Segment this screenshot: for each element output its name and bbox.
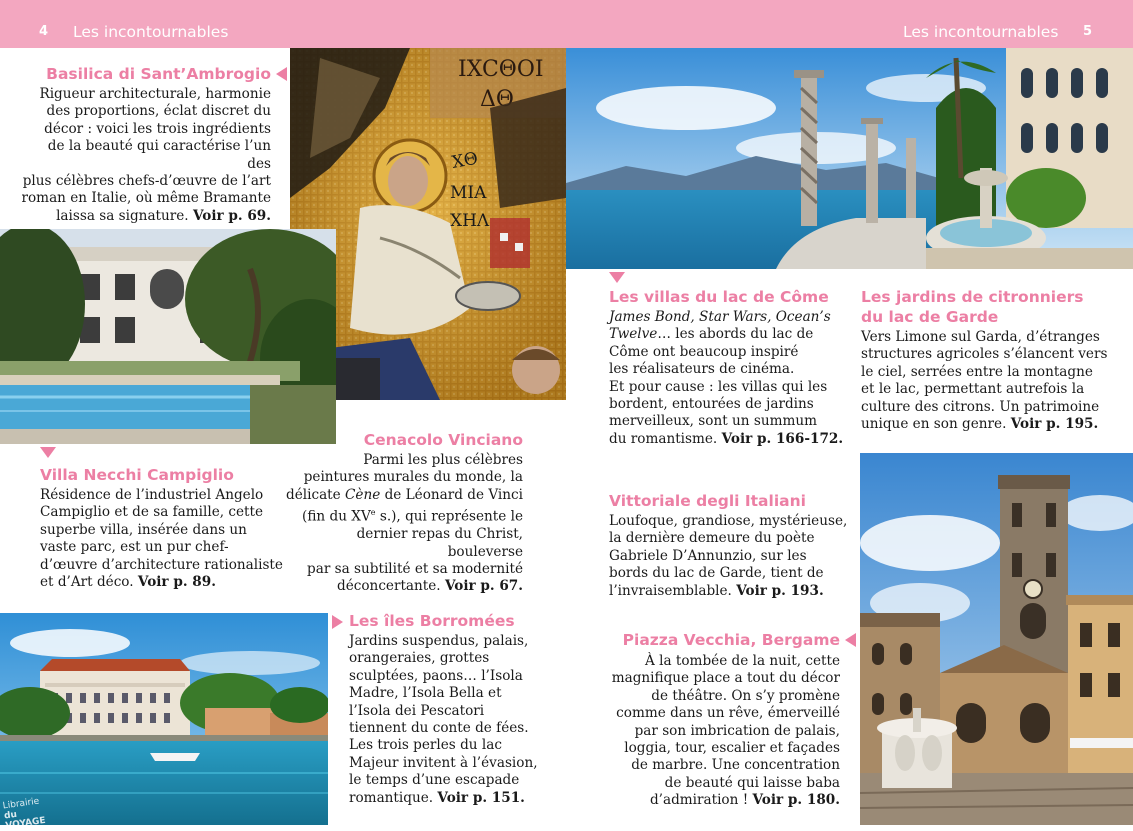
borromees-text: Jardins suspendus, palais, orangeraies, grottes sculptées, paons… l’Isola Madre, l’Isola Bella et l’Isola dei Pescatori tiennent du conte de fées. Les trois perles du lac Majeur invitent à l’évasion, le temps d’une escapade romantique. Voir p. 151. — [349, 633, 538, 806]
vittoriale-title: Vittoriale degli Italiani — [609, 492, 806, 510]
cenacolo-text: Parmi les plus célèbres peintures murales du monde, la délicate Cène de Léonard de Vinci (fin du XVe s.), qui représente le dernier repas du Christ, bouleverse par sa subtilité et sa modernité déconcertante. Voir p. 67. — [286, 452, 523, 595]
garde-text: Vers Limone sul Garda, d’étranges structures agricoles s’élancent vers le ciel, serrées entre la montagne et le lac, permettant autrefois la culture des citrons. Un patrimoine unique en son genre. Voir p. 195. — [861, 329, 1108, 433]
necchi-title: Villa Necchi Campiglio — [40, 466, 234, 484]
come-page-ref: Voir p. 166-172. — [721, 430, 844, 447]
pointer-down-icon — [609, 272, 625, 283]
lac-de-come-photo — [566, 48, 1133, 269]
necchi-text: Résidence de l’industriel Angelo Campiglio et de sa famille, cette superbe villa, insérée dans un vaste parc, est un pur chef- d’œuvre d’architecture rationaliste et d’Art déco. Voir p. 89. — [40, 487, 283, 591]
garde-page-ref: Voir p. 195. — [1010, 416, 1099, 433]
svg-text:ΜΙΑ: ΜΙΑ — [450, 183, 487, 203]
left-running-title: Les incontournables — [73, 23, 229, 41]
svg-text:IXCΘΟΙ: IXCΘΟΙ — [458, 57, 544, 82]
cenacolo-title: Cenacolo Vinciano — [363, 431, 523, 449]
come-title: Les villas du lac de Côme — [609, 288, 829, 306]
svg-text:ΧΘ: ΧΘ — [450, 148, 480, 173]
svg-text:ΔΘ: ΔΘ — [480, 87, 514, 112]
ambrogio-title: Basilica di Sant’Ambrogio — [46, 65, 271, 83]
villa-necchi-photo — [0, 229, 336, 444]
piazza-vecchia-photo — [860, 453, 1133, 825]
pointer-down-icon — [40, 447, 56, 458]
right-running-title: Les incontournables — [903, 23, 1059, 41]
right-page-number: 5 — [1083, 24, 1093, 39]
svg-text:ΧΗΛ: ΧΗΛ — [450, 211, 490, 231]
bergame-title: Piazza Vecchia, Bergame — [622, 631, 840, 649]
borromees-title: Les îles Borromées — [349, 612, 515, 630]
pointer-left-icon — [276, 67, 287, 81]
pointer-left-icon — [845, 633, 856, 647]
bergame-text: À la tombée de la nuit, cette magnifique place a tout du décor de théâtre. On s’y promène comme dans un rêve, émerveillé par son imbrication de palais, loggia, tour, escalier et façades de marbre. Une concentration de beauté qui laisse baba d’admiration ! Voir p. 180. — [611, 653, 840, 809]
ambrogio-page-ref: Voir p. 69. — [192, 207, 271, 224]
borromees-page-ref: Voir p. 151. — [437, 789, 525, 806]
necchi-page-ref: Voir p. 89. — [137, 574, 216, 591]
bergame-page-ref: Voir p. 180. — [752, 792, 840, 809]
watermark-logo: Librairie du VOYAGE — [2, 796, 47, 831]
vittoriale-page-ref: Voir p. 193. — [736, 582, 824, 599]
left-page-number: 4 — [39, 24, 49, 39]
garde-title: Les jardins de citronniers du lac de Garde — [861, 288, 1084, 326]
come-text: James Bond, Star Wars, Ocean’s Twelve… les abords du lac de Côme ont beaucoup inspiré les réalisateurs de cinéma. Et pour cause : les villas qui les bordent, entourées de jardins merveilleux, sont un summum du romantisme. Voir p. 166-172. — [609, 309, 844, 447]
ambrogio-text: Rigueur architecturale, harmonie des proportions, éclat discret du décor : voici les trois ingrédients de la beauté qui caractérise l’un des plus célèbres chefs-d’œuvre de l’art roman en Italie, où même Bramante laissa sa signature. Voir p. 69. — [21, 86, 271, 224]
borromees-photo — [0, 613, 328, 825]
cenacolo-page-ref: Voir p. 67. — [444, 578, 523, 595]
vittoriale-text: Loufoque, grandiose, mystérieuse, la dernière demeure du poète Gabriele D’Annunzio, sur les bords du lac de Garde, tient de l’invraisemblable. Voir p. 193. — [609, 513, 848, 599]
pointer-right-icon — [332, 615, 343, 629]
